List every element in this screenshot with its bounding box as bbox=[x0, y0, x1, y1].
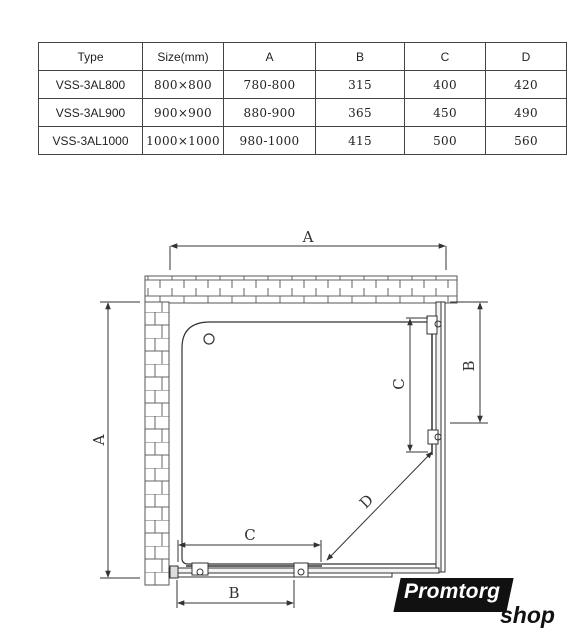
dimension-d-diagonal bbox=[327, 452, 432, 560]
label-c-right: C bbox=[390, 378, 408, 390]
left-wall bbox=[145, 302, 169, 585]
cell-b: 315 bbox=[316, 71, 405, 99]
cell-d: 420 bbox=[486, 71, 567, 99]
label-a-left: A bbox=[90, 434, 108, 446]
cell-size: 800×800 bbox=[143, 71, 224, 99]
cell-type: VSS-3AL900 bbox=[39, 99, 143, 127]
cell-b: 365 bbox=[316, 99, 405, 127]
logo-text-sub: shop bbox=[500, 602, 555, 628]
logo-text-main: Promtorg bbox=[404, 580, 501, 603]
top-wall bbox=[145, 276, 457, 303]
cell-c: 450 bbox=[405, 99, 486, 127]
right-sliding-panel bbox=[441, 302, 445, 572]
cell-a: 880-900 bbox=[224, 99, 316, 127]
header-size: Size(mm) bbox=[143, 43, 224, 71]
header-type: Type bbox=[39, 43, 143, 71]
cell-c: 500 bbox=[405, 127, 486, 155]
cell-a: 780-800 bbox=[224, 71, 316, 99]
cell-c: 400 bbox=[405, 71, 486, 99]
cell-b: 415 bbox=[316, 127, 405, 155]
cell-d: 490 bbox=[486, 99, 567, 127]
label-b-right: B bbox=[460, 360, 478, 372]
header-c: C bbox=[405, 43, 486, 71]
cell-size: 1000×1000 bbox=[143, 127, 224, 155]
cell-size: 900×900 bbox=[143, 99, 224, 127]
label-b-bottom: B bbox=[228, 584, 240, 602]
header-a: A bbox=[224, 43, 316, 71]
header-d: D bbox=[486, 43, 567, 71]
drain-icon bbox=[204, 334, 214, 344]
cell-type: VSS-3AL1000 bbox=[39, 127, 143, 155]
cell-d: 560 bbox=[486, 127, 567, 155]
label-a-top: A bbox=[302, 228, 314, 246]
cell-a: 980-1000 bbox=[224, 127, 316, 155]
shower-tray bbox=[182, 322, 441, 564]
cell-type: VSS-3AL800 bbox=[39, 71, 143, 99]
header-b: B bbox=[316, 43, 405, 71]
label-d: D bbox=[355, 490, 378, 513]
roller-icon bbox=[428, 430, 438, 444]
label-c-bottom: C bbox=[244, 526, 256, 544]
